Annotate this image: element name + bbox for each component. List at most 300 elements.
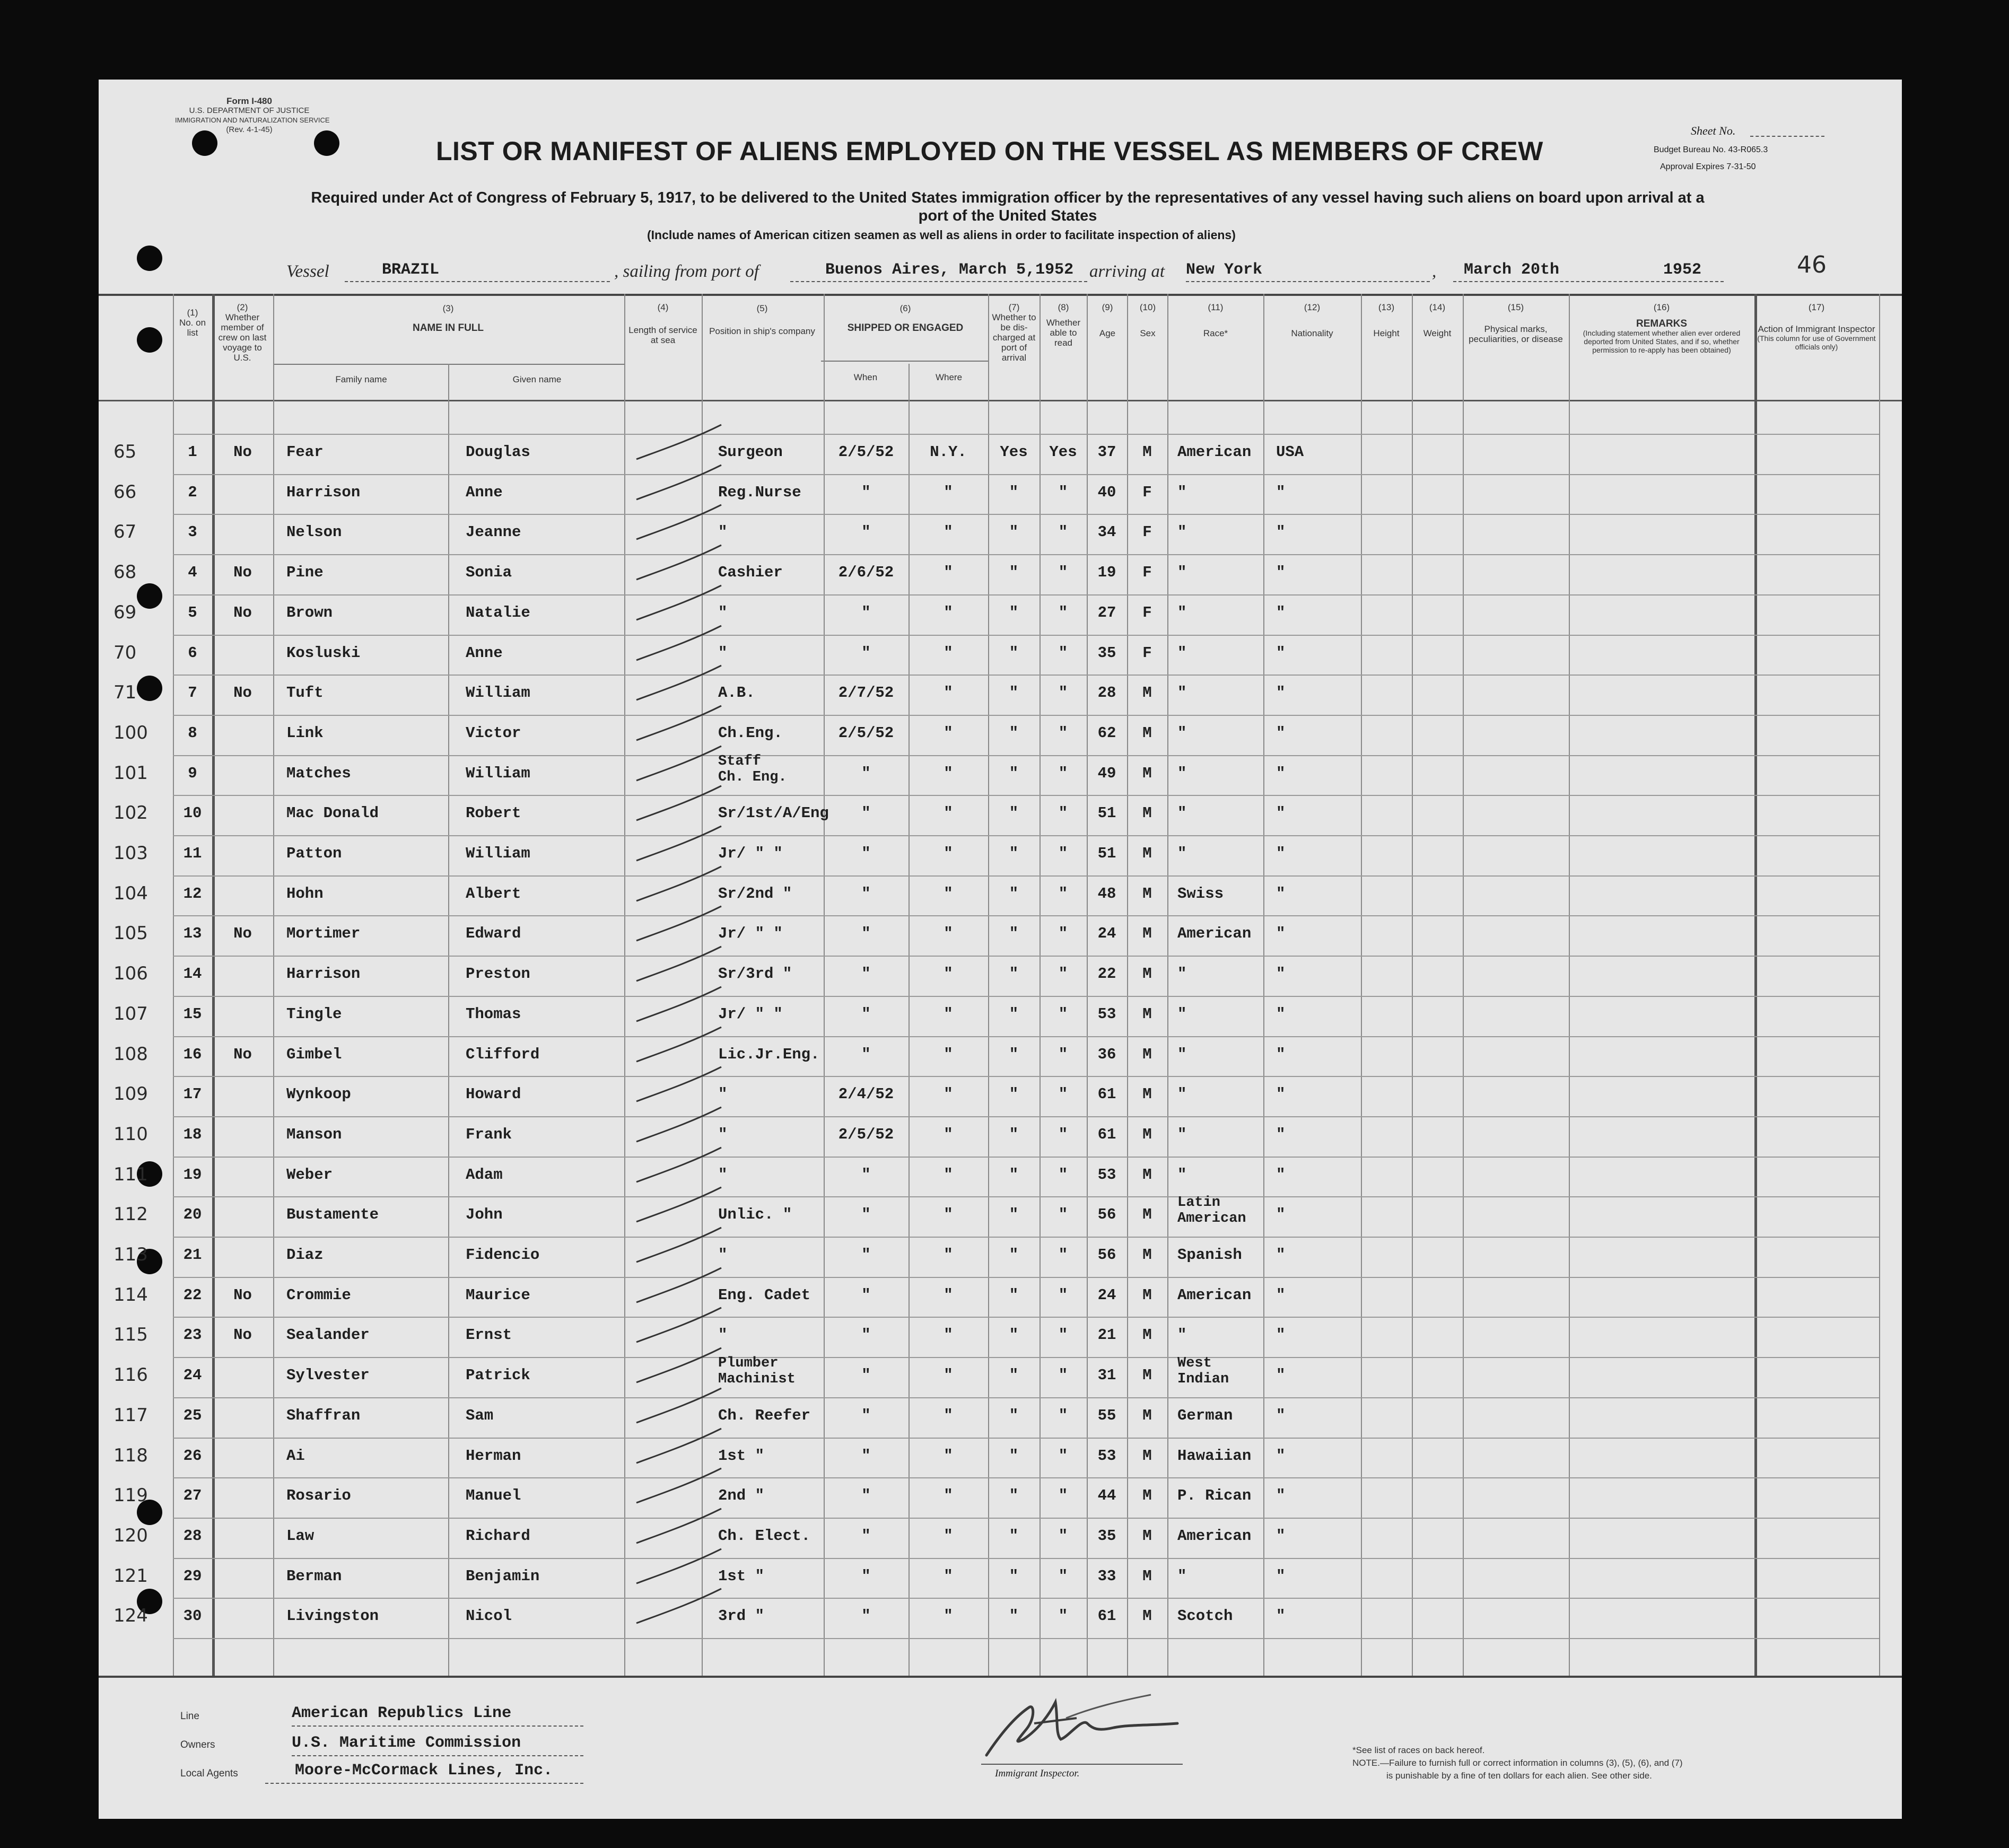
col10-header (1129, 302, 1167, 338)
cell-read: " (1058, 1166, 1068, 1184)
cell-read: " (1058, 684, 1068, 702)
column-divider (1412, 294, 1413, 1676)
arriving-port: New York (1186, 261, 1263, 279)
service-check-mark (626, 864, 732, 906)
cell-when: " (861, 1286, 871, 1304)
cell-when: " (861, 1326, 871, 1344)
row-divider (173, 1558, 1879, 1559)
cell-family: Berman (286, 1567, 342, 1585)
cell-race: " (1177, 1326, 1187, 1344)
cell-race: Latin (1177, 1195, 1221, 1211)
cell-family: Tuft (286, 684, 324, 702)
cell-when: " (861, 1567, 871, 1585)
cell-where: " (944, 845, 953, 862)
cell-when: 2/7/52 (838, 684, 894, 702)
cell-given: Edward (466, 925, 521, 943)
cell-when: " (861, 483, 871, 501)
cell-family: Harrison (286, 965, 361, 983)
cell-mark: 71 (113, 682, 137, 704)
service-check-mark (626, 502, 732, 545)
col3-header (276, 303, 621, 333)
col17-note: (This column for use of Government officials only) (1757, 334, 1876, 351)
cell-pos: Surgeon (718, 443, 783, 461)
punch-hole (137, 676, 162, 701)
cell-no: 2 (188, 483, 197, 501)
row-divider (173, 956, 1879, 957)
col13-label: Height (1373, 328, 1400, 338)
cell-where: " (944, 1125, 953, 1143)
row-divider (173, 1196, 1879, 1197)
row-divider (173, 1518, 1879, 1519)
cell-nat: " (1276, 1246, 1286, 1264)
cell-pos: " (718, 1085, 728, 1103)
cell-where: " (944, 1487, 953, 1505)
cell-where: " (944, 1246, 953, 1264)
cell-race: Hawaiian (1177, 1447, 1252, 1465)
col2-num: (2) (237, 302, 248, 312)
cell-family: Kosluski (286, 644, 361, 662)
page-title: LIST OR MANIFEST OF ALIENS EMPLOYED ON THE VESSEL AS MEMBERS OF CREW (436, 136, 1543, 166)
cell-family: Hohn (286, 884, 324, 903)
cell-family: Diaz (286, 1246, 324, 1264)
arriving-underline (1186, 281, 1430, 282)
cell-family: Crommie (286, 1286, 351, 1304)
cell-sex: M (1142, 1487, 1152, 1505)
cell-sex: F (1142, 603, 1152, 621)
cell-nat: " (1276, 1406, 1286, 1424)
cell-disch: " (1009, 1166, 1019, 1184)
cell-given: Anne (466, 644, 503, 662)
cell-mark: 107 (113, 1003, 148, 1024)
cell-family: Rosario (286, 1487, 351, 1505)
cell-sex: M (1142, 1447, 1152, 1465)
cell-where: " (944, 684, 953, 702)
cell-mark: 113 (113, 1244, 148, 1265)
cell-family: Sylvester (286, 1367, 370, 1385)
cell-pos: Eng. Cadet (718, 1286, 811, 1304)
cell-when: 2/6/52 (838, 564, 894, 582)
cell-mark: 116 (113, 1364, 148, 1386)
arrival-date: March 20th (1464, 261, 1560, 279)
cell-sex: F (1142, 564, 1152, 582)
cell-when: " (861, 845, 871, 862)
vessel-underline (345, 281, 610, 282)
cell-mark: 105 (113, 923, 148, 944)
row-divider (173, 554, 1879, 555)
col2-header (213, 302, 272, 363)
row-divider (173, 1477, 1879, 1478)
cell-family: Bustamente (286, 1206, 379, 1224)
cell-pos: " (718, 603, 728, 621)
service-check-mark (626, 422, 732, 465)
cell-disch: " (1009, 1367, 1019, 1385)
cell-last: No (233, 1326, 252, 1344)
cell-when: " (861, 1246, 871, 1264)
cell-when: " (861, 1487, 871, 1505)
service-check-mark (626, 824, 732, 866)
cell-sex: M (1142, 965, 1152, 983)
service-check-mark (626, 1024, 732, 1067)
cell-no: 3 (188, 523, 197, 541)
cell-race: " (1177, 965, 1187, 983)
cell-family: Matches (286, 764, 351, 782)
service-check-mark (626, 1466, 732, 1508)
cell-given: Adam (466, 1166, 503, 1184)
cell-age: 48 (1097, 884, 1116, 903)
service-check-mark (626, 542, 732, 585)
cell-age: 19 (1097, 564, 1116, 582)
service-check-mark (626, 1345, 732, 1388)
cell-where: " (944, 1326, 953, 1344)
cell-mark: 121 (113, 1565, 148, 1587)
cell-pos: " (718, 523, 728, 541)
form-info (175, 96, 330, 135)
cell-disch: " (1009, 1286, 1019, 1304)
cell-age: 36 (1097, 1045, 1116, 1063)
cell-age: 33 (1097, 1567, 1116, 1585)
cell-read: " (1058, 1005, 1068, 1023)
cell-pos: Sr/2nd " (718, 884, 792, 903)
column-divider (448, 364, 449, 1676)
cell-pos: Unlic. " (718, 1206, 792, 1224)
subtitle-line1: Required under Act of Congress of February 5, 1917, to be delivered to the United States immigration officer by the representatives of any vessel having such aliens on board upon arrival at a (311, 189, 1705, 206)
cell-mark: 106 (113, 963, 148, 985)
cell-age: 51 (1097, 804, 1116, 822)
row-divider (173, 715, 1879, 716)
cell-pos: Plumber (718, 1355, 779, 1372)
cell-age: 56 (1097, 1206, 1116, 1224)
cell-read: " (1058, 925, 1068, 943)
service-check-mark (626, 1185, 732, 1227)
cell-age: 53 (1097, 1005, 1116, 1023)
line-underline (292, 1726, 583, 1727)
cell-race: " (1177, 724, 1187, 742)
service-check-mark (626, 663, 732, 705)
cell-pos: " (718, 1246, 728, 1264)
cell-race: " (1177, 1045, 1187, 1063)
revision: (Rev. 4-1-45) (226, 125, 273, 134)
cell-read: Yes (1049, 443, 1077, 461)
cell-disch: " (1009, 724, 1019, 742)
cell-sex: M (1142, 1607, 1152, 1625)
cell-family: Mac Donald (286, 804, 379, 822)
cell-mark: 110 (113, 1123, 148, 1145)
service-check-mark (626, 743, 732, 786)
cell-sex: F (1142, 483, 1152, 501)
col14-num: (14) (1429, 302, 1446, 312)
cell-when: " (861, 1447, 871, 1465)
cell-disch: " (1009, 684, 1019, 702)
service-check-mark (626, 1064, 732, 1107)
cell-age: 22 (1097, 965, 1116, 983)
service-check-mark (626, 462, 732, 505)
cell-sex: M (1142, 1527, 1152, 1545)
col17-label: Action of Immigrant Inspector (1758, 324, 1875, 334)
cell-age: 28 (1097, 684, 1116, 702)
col5-header (704, 303, 820, 336)
service-check-mark (626, 1265, 732, 1308)
cell-mark: 109 (113, 1083, 148, 1105)
col17-num: (17) (1808, 302, 1825, 312)
row-divider (173, 1157, 1879, 1158)
cell-race: American (1177, 1527, 1252, 1545)
cell-where: " (944, 1005, 953, 1023)
col11-header (1169, 302, 1262, 338)
cell-no: 9 (188, 764, 197, 782)
cell-no: 23 (183, 1326, 202, 1344)
cell-where: N.Y. (930, 443, 967, 461)
cell-mark: 104 (113, 882, 148, 904)
cell-disch: " (1009, 925, 1019, 943)
cell-family: Fear (286, 443, 324, 461)
cell-when: 2/5/52 (838, 724, 894, 742)
cell-sex: F (1142, 523, 1152, 541)
service-check-mark (626, 904, 732, 946)
sheet-label: Sheet No. (1691, 124, 1736, 137)
cell-no: 25 (183, 1406, 202, 1424)
page-number: 46 (1797, 251, 1827, 278)
cell-mark: 101 (113, 762, 148, 784)
service-check-mark (626, 623, 732, 665)
cell-no: 22 (183, 1286, 202, 1304)
cell-mark: 65 (113, 441, 137, 462)
cell-sex: M (1142, 925, 1152, 943)
cell-where: " (944, 644, 953, 662)
col14-header (1413, 302, 1462, 338)
cell-where: " (944, 603, 953, 621)
cell-race: " (1177, 764, 1187, 782)
cell-pos: Ch.Eng. (718, 724, 783, 742)
table-bottom-border (99, 1676, 1902, 1678)
cell-given: Fidencio (466, 1246, 540, 1264)
row-divider (173, 635, 1879, 636)
cell-nat: " (1276, 1045, 1286, 1063)
cell-read: " (1058, 1326, 1068, 1344)
col13-header (1362, 302, 1411, 338)
cell-when: " (861, 1166, 871, 1184)
cell-read: " (1058, 564, 1068, 582)
cell-pos: 3rd " (718, 1607, 765, 1625)
cell-when: " (861, 1527, 871, 1545)
cell-sex: M (1142, 1567, 1152, 1585)
when-header: When (853, 372, 878, 382)
arrival-year: 1952 (1663, 261, 1702, 279)
col3-num: (3) (442, 303, 454, 313)
cell-pos-line2: Machinist (718, 1371, 796, 1388)
cell-mark: 102 (113, 802, 148, 824)
row-divider (173, 474, 1879, 475)
cell-no: 17 (183, 1085, 202, 1103)
cell-family: Pine (286, 564, 324, 582)
col16-label: REMARKS (1636, 318, 1688, 329)
cell-read: " (1058, 1406, 1068, 1424)
inspector-signature (976, 1686, 1188, 1766)
cell-disch: " (1009, 1045, 1019, 1063)
cell-nat: USA (1276, 443, 1304, 461)
cell-no: 15 (183, 1005, 202, 1023)
cell-where: " (944, 1527, 953, 1545)
col9-num: (9) (1102, 302, 1113, 312)
col4-num: (4) (657, 302, 669, 312)
cell-family: Patton (286, 845, 342, 862)
cell-race: Spanish (1177, 1246, 1242, 1264)
cell-pos: Lic.Jr.Eng. (718, 1045, 820, 1063)
col8-header (1041, 302, 1086, 348)
cell-family: Ai (286, 1447, 305, 1465)
cell-nat: " (1276, 724, 1286, 742)
cell-race: West (1177, 1355, 1212, 1372)
cell-disch: " (1009, 884, 1019, 903)
cell-family: Shaffran (286, 1406, 361, 1424)
cell-no: 18 (183, 1125, 202, 1143)
col16-header (1571, 302, 1752, 354)
cell-when: " (861, 1607, 871, 1625)
cell-where: " (944, 1166, 953, 1184)
row-divider (173, 875, 1879, 877)
approval: Approval Expires 7-31-50 (1660, 162, 1756, 171)
cell-when: 2/5/52 (838, 1125, 894, 1143)
service-check-mark (626, 1426, 732, 1468)
cell-where: " (944, 1206, 953, 1224)
cell-nat: " (1276, 1085, 1286, 1103)
service-check-mark (626, 1386, 732, 1428)
cell-given: Thomas (466, 1005, 521, 1023)
cell-given: Victor (466, 724, 521, 742)
cell-disch: " (1009, 1527, 1019, 1545)
cell-pos: Jr/ " " (718, 1005, 783, 1023)
column-divider (1463, 294, 1464, 1676)
column-divider (624, 294, 625, 1676)
cell-no: 20 (183, 1206, 202, 1224)
cell-given: Preston (466, 965, 530, 983)
col8-num: (8) (1058, 302, 1069, 312)
cell-no: 5 (188, 603, 197, 621)
cell-when: " (861, 884, 871, 903)
service-check-mark (626, 1145, 732, 1187)
cell-nat: " (1276, 483, 1286, 501)
punch-hole (137, 246, 162, 271)
service-check-mark (626, 703, 732, 746)
cell-given: Robert (466, 804, 521, 822)
col9-header (1088, 302, 1126, 338)
cell-race: " (1177, 1567, 1187, 1585)
inspector-line (981, 1764, 1183, 1765)
cell-when: 2/5/52 (838, 443, 894, 461)
cell-pos: Sr/1st/A/Eng (718, 804, 829, 822)
cell-mark: 100 (113, 722, 148, 743)
cell-nat: " (1276, 1487, 1286, 1505)
table-top-border (99, 294, 1902, 296)
cell-given: William (466, 845, 530, 862)
cell-age: 21 (1097, 1326, 1116, 1344)
cell-age: 34 (1097, 523, 1116, 541)
row-divider (173, 1438, 1879, 1439)
cell-sex: M (1142, 1326, 1152, 1344)
service-check-mark (626, 1546, 732, 1589)
col1-num: (1) (187, 308, 198, 318)
col12-label: Nationality (1291, 328, 1333, 338)
column-divider (988, 294, 989, 1676)
cell-no: 30 (183, 1607, 202, 1625)
cell-no: 13 (183, 925, 202, 943)
cell-pos: Sr/3rd " (718, 965, 792, 983)
cell-race: " (1177, 523, 1187, 541)
cell-read: " (1058, 1487, 1068, 1505)
cell-pos: 1st " (718, 1447, 765, 1465)
cell-nat: " (1276, 1005, 1286, 1023)
cell-race: " (1177, 1125, 1187, 1143)
cell-sex: M (1142, 884, 1152, 903)
cell-nat: " (1276, 684, 1286, 702)
cell-race: Scotch (1177, 1607, 1233, 1625)
cell-when: " (861, 1045, 871, 1063)
cell-sex: M (1142, 1246, 1152, 1264)
cell-when: " (861, 925, 871, 943)
cell-last: No (233, 1045, 252, 1063)
column-divider (1754, 294, 1757, 1676)
cell-where: " (944, 764, 953, 782)
row-divider (173, 1357, 1879, 1358)
cell-given: Richard (466, 1527, 530, 1545)
cell-nat: " (1276, 523, 1286, 541)
cell-pos: " (718, 644, 728, 662)
cell-given: Patrick (466, 1367, 530, 1385)
cell-family: Manson (286, 1125, 342, 1143)
cell-age: 49 (1097, 764, 1116, 782)
cell-race: " (1177, 684, 1187, 702)
owners-label: Owners (180, 1739, 215, 1750)
col12-header (1264, 302, 1360, 338)
col6-label: SHIPPED OR ENGAGED (847, 322, 964, 334)
cell-given: William (466, 764, 530, 782)
cell-given: Frank (466, 1125, 512, 1143)
cell-age: 24 (1097, 1286, 1116, 1304)
service-check-mark (626, 783, 732, 826)
sailing-port: Buenos Aires, March 5,1952 (825, 261, 1074, 279)
cell-age: 61 (1097, 1125, 1116, 1143)
col8-label: Whether able to read (1046, 318, 1081, 348)
cell-given: Jeanne (466, 523, 521, 541)
punch-hole (137, 327, 162, 353)
col6-num: (6) (899, 303, 911, 313)
cell-race: American (1177, 925, 1252, 943)
cell-when: 2/4/52 (838, 1085, 894, 1103)
cell-where: " (944, 1567, 953, 1585)
cell-family: Law (286, 1527, 315, 1545)
cell-no: 29 (183, 1567, 202, 1585)
cell-read: " (1058, 884, 1068, 903)
cell-family: Livingston (286, 1607, 379, 1625)
cell-given: William (466, 684, 530, 702)
cell-when: " (861, 603, 871, 621)
cell-read: " (1058, 1246, 1068, 1264)
cell-no: 7 (188, 684, 197, 702)
cell-nat: " (1276, 1326, 1286, 1344)
cell-nat: " (1276, 1447, 1286, 1465)
cell-where: " (944, 564, 953, 582)
cell-mark: 70 (113, 642, 137, 663)
cell-nat: " (1276, 845, 1286, 862)
column-divider (1569, 294, 1570, 1676)
cell-read: " (1058, 1286, 1068, 1304)
service-check-mark (626, 1506, 732, 1548)
cell-family: Sealander (286, 1326, 370, 1344)
given-name-header: Given name (512, 374, 562, 384)
cell-sex: M (1142, 724, 1152, 742)
cell-no: 14 (183, 965, 202, 983)
cell-nat: " (1276, 1125, 1286, 1143)
column-divider (1879, 294, 1880, 1676)
